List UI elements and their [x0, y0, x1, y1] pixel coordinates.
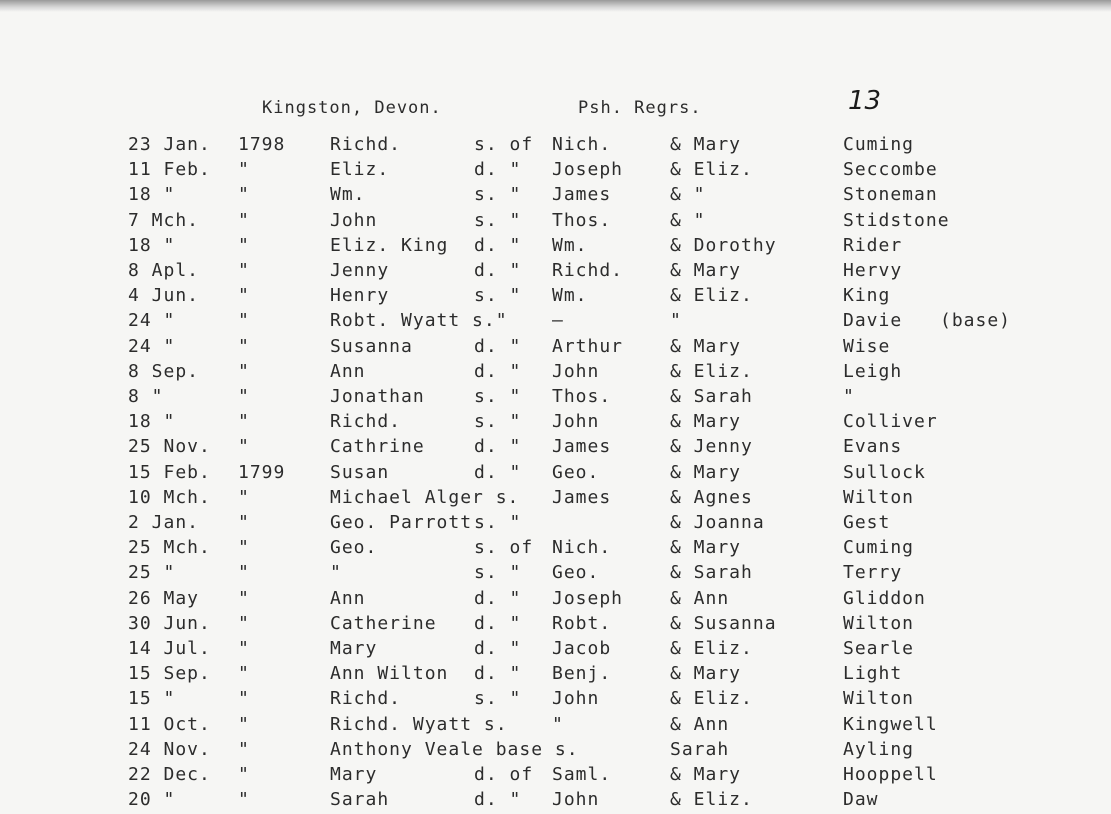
- register-row: [0, 411, 1111, 436]
- entry-mother: & Eliz.: [670, 159, 753, 181]
- entry-year: 1798: [238, 134, 286, 155]
- entry-mother: & Ann: [670, 587, 730, 609]
- entry-surname: Wise: [843, 335, 891, 357]
- entry-name: Jonathan: [330, 386, 425, 407]
- entry-mother: & Mary: [670, 663, 742, 685]
- entry-father: John: [552, 411, 600, 433]
- entry-mother: & Mary: [670, 537, 742, 559]
- entry-year: ": [238, 260, 250, 281]
- entry-year: ": [238, 486, 250, 508]
- entry-year: ": [238, 159, 250, 181]
- entry-name: Eliz. King: [330, 234, 449, 256]
- entry-year: ": [238, 562, 250, 584]
- register-row: [0, 462, 1111, 487]
- entry-relation: d. ": [474, 587, 522, 609]
- entry-surname: Searle: [843, 638, 915, 659]
- entry-father: Thos.: [552, 209, 612, 231]
- entry-name: Cathrine: [330, 436, 425, 458]
- entry-surname: Terry: [843, 562, 903, 584]
- entry-father: —: [552, 310, 564, 332]
- entry-surname: Sullock: [843, 461, 926, 483]
- entry-name: Richd. Wyatt s.: [330, 713, 508, 735]
- entry-name: Henry: [330, 285, 390, 307]
- entry-note: (base): [940, 310, 1012, 332]
- register-row: [0, 714, 1111, 739]
- entry-year: 1799: [238, 461, 286, 483]
- entry-father: Nich.: [552, 134, 612, 155]
- entry-date: 8 Sep.: [128, 360, 200, 382]
- entry-date: 15 Sep.: [128, 663, 211, 685]
- entry-date: 18 ": [128, 184, 176, 206]
- entry-name: Mary: [330, 764, 378, 785]
- entry-relation: s. ": [474, 209, 522, 231]
- entry-year: ": [238, 285, 250, 307]
- register-row: [0, 210, 1111, 235]
- entry-mother: ": [670, 310, 682, 332]
- entry-date: 23 Jan.: [128, 134, 211, 155]
- entry-father: ": [552, 713, 564, 735]
- register-row: [0, 613, 1111, 638]
- entry-father: James: [552, 436, 612, 458]
- entry-name: Richd.: [330, 688, 402, 710]
- entry-relation: d. ": [474, 360, 522, 382]
- entry-relation: d. ": [474, 436, 522, 458]
- entry-year: ": [238, 612, 250, 634]
- entry-relation: d. ": [474, 461, 522, 483]
- register-row: [0, 336, 1111, 361]
- entry-surname: Stoneman: [843, 184, 938, 206]
- entry-name: Michael Alger s.: [330, 486, 520, 508]
- entry-date: 18 ": [128, 234, 176, 256]
- entry-name: Ann: [330, 587, 366, 609]
- entry-year: ": [238, 512, 250, 533]
- entry-father: Wm.: [552, 285, 588, 307]
- entry-surname: Rider: [843, 234, 903, 256]
- entry-father: Saml.: [552, 764, 612, 785]
- register-row: [0, 789, 1111, 814]
- entry-mother: & Eliz.: [670, 285, 753, 307]
- entry-year: ": [238, 234, 250, 256]
- entry-relation: s. ": [474, 411, 522, 433]
- entry-relation: s. ": [474, 386, 522, 407]
- entry-mother: & Mary: [670, 335, 742, 357]
- entry-relation: d. ": [474, 335, 522, 357]
- entry-surname: ": [843, 386, 855, 407]
- entry-name: John: [330, 209, 378, 231]
- entry-mother: & ": [670, 209, 706, 231]
- entry-date: 10 Mch.: [128, 486, 211, 508]
- entry-year: ": [238, 789, 250, 811]
- register-row: [0, 487, 1111, 512]
- entry-date: 20 ": [128, 789, 176, 811]
- entry-surname: Ayling: [843, 738, 915, 760]
- entry-mother: & Joanna: [670, 512, 765, 533]
- entry-relation: d. ": [474, 638, 522, 659]
- entry-date: 24 ": [128, 335, 176, 357]
- entry-father: John: [552, 360, 600, 382]
- entry-mother: & Mary: [670, 411, 742, 433]
- entry-year: ": [238, 764, 250, 785]
- entry-mother: & Ann: [670, 713, 730, 735]
- entry-surname: Leigh: [843, 360, 903, 382]
- entry-relation: d. ": [474, 663, 522, 685]
- entry-mother: & Jenny: [670, 436, 753, 458]
- entry-date: 26 May: [128, 587, 200, 609]
- entry-surname: Evans: [843, 436, 903, 458]
- entry-name: Susan: [330, 461, 390, 483]
- entry-surname: Light: [843, 663, 903, 685]
- header-register: Psh. Regrs.: [578, 98, 702, 118]
- entry-father: Nich.: [552, 537, 612, 559]
- entry-mother: & Susanna: [670, 612, 777, 634]
- page-number: 13: [848, 86, 882, 116]
- entry-year: ": [238, 386, 250, 407]
- register-row: [0, 537, 1111, 562]
- entry-mother: & Mary: [670, 461, 742, 483]
- entry-father: Robt.: [552, 612, 612, 634]
- entry-year: ": [238, 360, 250, 382]
- entry-mother: & Sarah: [670, 386, 753, 407]
- entry-mother: & Agnes: [670, 486, 753, 508]
- entry-date: 25 Nov.: [128, 436, 211, 458]
- register-row: [0, 588, 1111, 613]
- entry-mother: & ": [670, 184, 706, 206]
- entry-relation: s. ": [474, 562, 522, 584]
- entry-date: 30 Jun.: [128, 612, 211, 634]
- entry-relation: d. of: [474, 764, 534, 785]
- entry-date: 18 ": [128, 411, 176, 433]
- header-place: Kingston, Devon.: [262, 98, 442, 118]
- entry-surname: Gest: [843, 512, 891, 533]
- entry-relation: s. ": [474, 688, 522, 710]
- entry-father: Geo.: [552, 461, 600, 483]
- register-row: [0, 386, 1111, 411]
- register-row: [0, 260, 1111, 285]
- entry-name: ": [330, 562, 342, 584]
- entry-relation: d. ": [474, 260, 522, 281]
- entry-year: ": [238, 184, 250, 206]
- entry-mother: Sarah: [670, 738, 730, 760]
- entry-name: Catherine: [330, 612, 437, 634]
- register-row: [0, 739, 1111, 764]
- entry-mother: & Eliz.: [670, 688, 753, 710]
- register-row: [0, 562, 1111, 587]
- entry-relation: d. ": [474, 612, 522, 634]
- entry-year: ": [238, 688, 250, 710]
- entry-name: Mary: [330, 638, 378, 659]
- scan-top-edge: [0, 0, 1111, 12]
- entry-surname: Gliddon: [843, 587, 926, 609]
- entry-date: 22 Dec.: [128, 764, 211, 785]
- entry-year: ": [238, 436, 250, 458]
- entry-relation: s. of: [474, 537, 534, 559]
- entry-mother: & Eliz.: [670, 638, 753, 659]
- entry-date: 11 Oct.: [128, 713, 211, 735]
- entry-name: Susanna: [330, 335, 413, 357]
- entry-date: 25 Mch.: [128, 537, 211, 559]
- entry-father: Joseph: [552, 159, 624, 181]
- entry-name: Sarah: [330, 789, 390, 811]
- entry-father: John: [552, 789, 600, 811]
- entry-year: ": [238, 587, 250, 609]
- entry-surname: Hooppell: [843, 764, 938, 785]
- entry-name: Ann Wilton: [330, 663, 449, 685]
- entry-father: Thos.: [552, 386, 612, 407]
- entry-year: ": [238, 663, 250, 685]
- entry-surname: Hervy: [843, 260, 903, 281]
- entry-name: Anthony Veale base s.: [330, 738, 579, 760]
- entry-surname: Kingwell: [843, 713, 938, 735]
- entry-date: 24 ": [128, 310, 176, 332]
- entry-surname: Wilton: [843, 486, 915, 508]
- entry-year: ": [238, 738, 250, 760]
- entry-date: 7 Mch.: [128, 209, 200, 231]
- entry-date: 14 Jul.: [128, 638, 211, 659]
- entry-surname: King: [843, 285, 891, 307]
- entry-surname: Cuming: [843, 537, 915, 559]
- register-row: [0, 663, 1111, 688]
- entry-surname: Wilton: [843, 688, 915, 710]
- entry-mother: & Dorothy: [670, 234, 777, 256]
- entry-surname: Daw: [843, 789, 879, 811]
- entry-name: Richd.: [330, 134, 402, 155]
- entry-name: Robt. Wyatt s.": [330, 310, 508, 332]
- entry-father: Richd.: [552, 260, 624, 281]
- entry-father: Benj.: [552, 663, 612, 685]
- entry-relation: s. of: [474, 134, 534, 155]
- entry-date: 8 Apl.: [128, 260, 200, 281]
- entry-mother: & Mary: [670, 260, 742, 281]
- entry-relation: d. ": [474, 159, 522, 181]
- entry-father: John: [552, 688, 600, 710]
- entry-name: Geo.: [330, 537, 378, 559]
- entry-mother: & Eliz.: [670, 789, 753, 811]
- entry-date: 24 Nov.: [128, 738, 211, 760]
- entry-date: 15 Feb.: [128, 461, 211, 483]
- entry-year: ": [238, 713, 250, 735]
- entry-surname: Wilton: [843, 612, 915, 634]
- entry-year: ": [238, 537, 250, 559]
- register-row: [0, 764, 1111, 789]
- entry-relation: s. ": [474, 285, 522, 307]
- entry-name: Wm.: [330, 184, 366, 206]
- entry-date: 2 Jan.: [128, 512, 200, 533]
- register-row: [0, 638, 1111, 663]
- entry-father: Jacob: [552, 638, 612, 659]
- entry-name: Jenny: [330, 260, 390, 281]
- entry-relation: s. ": [474, 184, 522, 206]
- entry-mother: & Sarah: [670, 562, 753, 584]
- register-row: [0, 184, 1111, 209]
- entry-surname: Colliver: [843, 411, 938, 433]
- register-row: [0, 512, 1111, 537]
- entry-surname: Stidstone: [843, 209, 950, 231]
- entry-father: Arthur: [552, 335, 624, 357]
- register-row: [0, 688, 1111, 713]
- entry-year: ": [238, 209, 250, 231]
- entry-date: 8 ": [128, 386, 164, 407]
- entry-year: ": [238, 310, 250, 332]
- entry-name: Eliz.: [330, 159, 390, 181]
- register-row: [0, 235, 1111, 260]
- entry-mother: & Eliz.: [670, 360, 753, 382]
- entry-name: Richd.: [330, 411, 402, 433]
- entry-mother: & Mary: [670, 134, 742, 155]
- register-row: [0, 361, 1111, 386]
- entry-year: ": [238, 411, 250, 433]
- entry-surname: Davie: [843, 310, 903, 332]
- entry-name: Ann: [330, 360, 366, 382]
- entry-date: 25 ": [128, 562, 176, 584]
- entry-father: James: [552, 184, 612, 206]
- entry-father: Geo.: [552, 562, 600, 584]
- entry-surname: Seccombe: [843, 159, 938, 181]
- entry-father: Wm.: [552, 234, 588, 256]
- entry-surname: Cuming: [843, 134, 915, 155]
- entry-relation: d. ": [474, 789, 522, 811]
- entry-relation: d. ": [474, 234, 522, 256]
- entry-father: James: [552, 486, 612, 508]
- entry-date: 4 Jun.: [128, 285, 200, 307]
- entry-year: ": [238, 335, 250, 357]
- entry-name: Geo. Parrott: [330, 512, 473, 533]
- register-row: [0, 159, 1111, 184]
- entry-father: Joseph: [552, 587, 624, 609]
- register-row: [0, 436, 1111, 461]
- entry-relation: s. ": [474, 512, 522, 533]
- entry-year: ": [238, 638, 250, 659]
- register-row: [0, 134, 1111, 159]
- register-row: [0, 285, 1111, 310]
- entry-date: 11 Feb.: [128, 159, 211, 181]
- entry-mother: & Mary: [670, 764, 742, 785]
- register-row: [0, 310, 1111, 335]
- entry-date: 15 ": [128, 688, 176, 710]
